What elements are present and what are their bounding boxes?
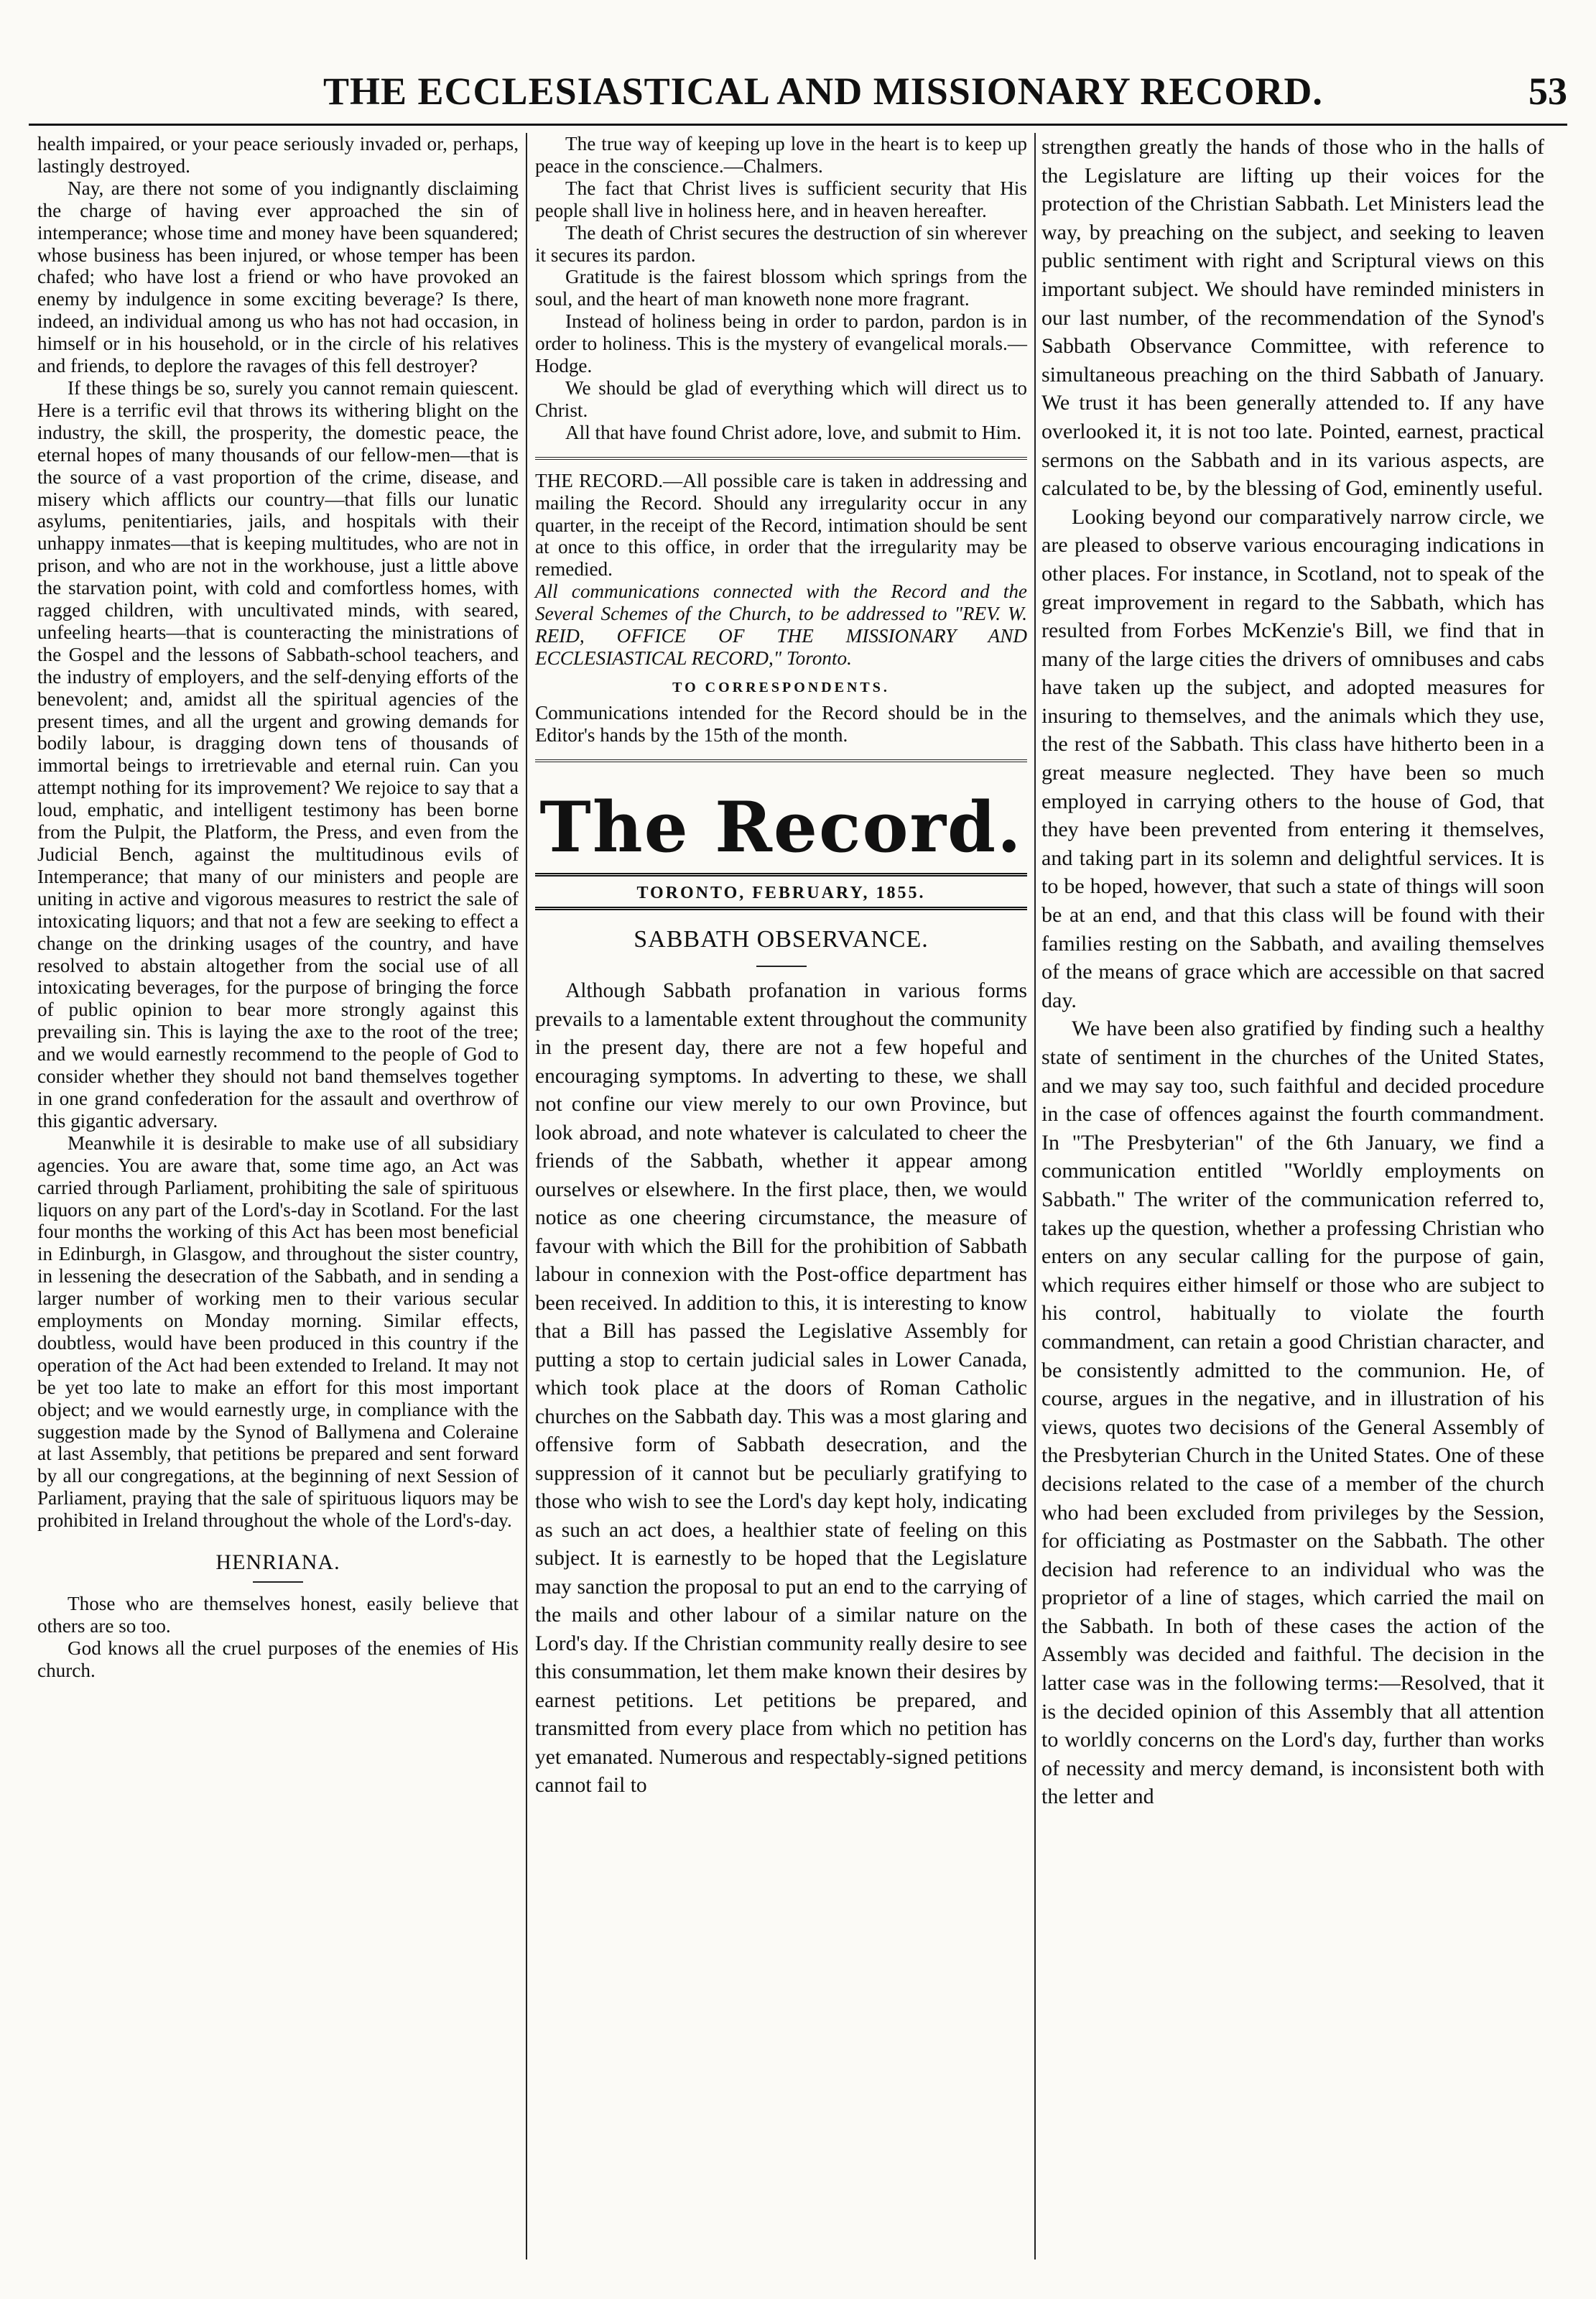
- henriana-item: God knows all the cruel purposes of the enemies of His church.: [37, 1637, 519, 1681]
- masthead-rule: [535, 873, 1027, 876]
- journal-title: THE ECCLESIASTICAL AND MISSIONARY RECORD.: [323, 70, 1323, 113]
- saying: The true way of keeping up love in the heart is to keep up peace in the conscience.—Chalmers.: [535, 133, 1027, 177]
- saying: The death of Christ secures the destruction of sin wherever it secures its pardon.: [535, 221, 1027, 266]
- notice-separator: [535, 457, 1027, 460]
- masthead-separator: [535, 759, 1027, 762]
- column-3: [1041, 133, 1544, 1811]
- col1-paragraph: health impaired, or your peace seriously invaded or, perhaps, lastingly destroyed.: [37, 133, 519, 177]
- henriana-rule: [253, 1581, 303, 1583]
- dateline: TORONTO, FEBRUARY, 1855.: [636, 883, 926, 902]
- saying: Instead of holiness being in order to pardon, pardon is in order to holiness. This is the mystery of evangelical morals.—Hodge.: [535, 310, 1027, 377]
- correspondents-heading: TO CORRESPONDENTS.: [672, 679, 890, 695]
- col1-paragraph: If these things be so, surely you cannot remain quiescent. Here is a terrific evil that throws its withering blight on the industry, the skill, the prosperity, the domestic peace, the eternal hopes of many thousands of our fellow-men—that is the source of a vast proportion of the crime, disease, and misery which afflicts our country—that fills our lunatic asylums, penitentiaries, jails, and hospitals with their unhappy inmates—that is keeping multitudes, who are not in prison, and who are not in the workhouse, just a little above the starvation point, with cold and comfortless homes, with ragged children, with uncultivated minds, with seared, unfeeling hearts—that is counteracting the ministrations of the Gospel and the lessons of Sabbath-school teachers, and the industry of employers, and the self-denying efforts of the benevolent; and, amidst all the spiritual agencies of the present times, and all the urgent and growing demands for bodily labour, is dragging down tens of thousands of immortal beings to irretrievable and eternal ruin. Can you attempt nothing for its improvement? We rejoice to say that a loud, emphatic, and intelligent testimony has been borne from the Pulpit, the Platform, the Press, and even from the Judicial Bench, against the multitudinous evils of Intemperance; that many of our ministers and people are uniting in active and vigorous measures to restrict the sale of intoxicating liquors; and that not a few are seeking to effect a change on the drinking usages of the country, and have resolved to abstain altogether from the social use of all intoxicating beverages, for the purpose of bringing the force of public opinion to bear more strongly against this prevailing sin. This is laying the axe to the root of the tree; and we would earnestly recommend to the people of God to consider whether they should not band themselves together in one grand confederation for the assault and overthrow of this gigantic adversary.: [37, 376, 519, 1132]
- article-body: [535, 977, 1027, 1800]
- saying: Gratitude is the fairest blossom which springs from the soul, and the heart of man knoweth none more fragrant.: [535, 266, 1027, 310]
- col1-paragraph: Nay, are there not some of you indignantly disclaiming the charge of having ever approached the sin of intemperance; whose time and money have been squandered; whose business has been injured, or whose temper has been chafed; who have lost a friend or who have provoked an enemy by indulgence in some exciting beverage? Is there, indeed, an individual among us who has not had occasion, in himself or in his household, or in the circle of his relatives and friends, to deplore the ravages of this fell destroyer?: [37, 177, 519, 377]
- col3-paragraph: strengthen greatly the hands of those who in the halls of the Legislature are lifting up their voices for the protection of the Christian Sabbath. Let Ministers lead the way, by preaching on the subject, and seeking to leaven public sentiment with right and Scriptural views on this important subject. We should have reminded ministers in our last number, of the recommendation of the Synod's Sabbath Observance Committee, with reference to simultaneous preaching on the third Sabbath of January. We trust it has been generally attended to. If any have overlooked it, it is not too late. Pointed, earnest, practical sermons on the Sabbath and in its various aspects, are calculated to be, by the blessing of God, eminently useful.: [1041, 135, 1544, 501]
- address-notice: All communications connected with the Record and the Several Schemes of the Church, to be addressed to "REV. W. REID, OFFICE OF THE MISSIONARY AND ECCLESIASTICAL RECORD," Toronto.: [535, 580, 1027, 669]
- column-1: [37, 133, 519, 1682]
- column-divider-2: [1034, 133, 1036, 2259]
- notice-box: [535, 470, 1027, 746]
- col1-paragraph: Meanwhile it is desirable to make use of all subsidiary agencies. You are aware that, some time ago, an Act was carried through Parliament, prohibiting the sale of spirituous liquors on any part of the Lord's-day in Scotland. For the last four months the working of this Act has been most beneficial in Edinburgh, in Glasgow, and throughout the sister country, in lessening the desecration of the Sabbath, and in sending a larger number of working men to their various secular employments on Monday morning. Similar effects, doubtless, would have been produced in this country if the operation of the Act had been extended to Ireland. It may not be yet too late to make an effort for this most important object; and we would earnestly urge, in compliance with the suggestion made by the Synod of Ballymena and Coleraine at last Assembly, that petitions be prepared and sent forward by all our congregations, at the beginning of next Session of Parliament, praying that the sale of spirituous liquors may be prohibited in Ireland throughout the whole of the Lord's-day.: [37, 1132, 519, 1532]
- record-notice: THE RECORD.—All possible care is taken in addressing and mailing the Record. Should any irregularity occur in any quarter, in the receipt of the Record, intimation should be sent at once to this office, in order that the irregularity may be remedied.: [535, 469, 1027, 580]
- henriana-heading: HENRIANA.: [215, 1550, 340, 1575]
- page-header: [29, 69, 1567, 112]
- saying: The fact that Christ lives is sufficient security that His people shall live in holiness here, and in heaven hereafter.: [535, 177, 1027, 221]
- col3-paragraph: Looking beyond our comparatively narrow circle, we are pleased to observe various encouraging indications in other places. For instance, in Scotland, not to speak of the great improvement in regard to the Sabbath, which has resulted from Forbes McKenzie's Bill, we find that in many of the large cities the drivers of omnibuses and cabs have taken up the subject, and adopted measures for insuring to themselves, and the animals which they use, the rest of the Sabbath. This class have hitherto been in a great measure neglected. They have been so much employed in carrying others to the house of God, that they have been prevented from entering it themselves, and taking part in its solemn and delightful services. It is to be hoped, however, that such a state of things will soon be at an end, and that this class will be found with their families resting on the Sabbath, and availing themselves of the means of grace which are accessible on that sacred day.: [1041, 504, 1544, 1012]
- masthead: The Record.: [539, 786, 1023, 868]
- saying: We should be glad of everything which will direct us to Christ.: [535, 376, 1027, 421]
- column-2: [535, 133, 1027, 1800]
- section-rule: [756, 966, 807, 967]
- dateline-rule: [535, 907, 1027, 910]
- page-number: 53: [1528, 70, 1567, 113]
- henriana-item: Those who are themselves honest, easily believe that others are so too.: [37, 1593, 519, 1637]
- article-paragraph: Although Sabbath profanation in various forms prevails to a lamentable extent throughout the community in the present day, there are not a few hopeful and encouraging symptoms. In adverting to these, we shall not confine our view merely to our own Province, but look abroad, and note whatever is calculated to cheer the friends of the Sabbath, whether it appear among ourselves or elsewhere. In the first place, then, we would notice as one cheering circumstance, the measure of favour with which the Bill for the prohibition of Sabbath labour in connexion with the Post-office department has been received. In addition to this, it is interesting to know that a Bill has passed the Legislative Assembly for putting a stop to certain judicial sales in Lower Canada, which took place at the doors of Roman Catholic churches on the Sabbath day. This was a most glaring and offensive form of Sabbath desecration, and the suppression of it cannot but be peculiarly gratifying to those who wish to see the Lord's day kept holy, indicating as such an act does, a healthier state of feeling on this subject. It is earnestly to be hoped that the Legislature may sanction the proposal to put an end to the carrying of the mails and other labour of a similar nature on the Lord's day. If the Christian community really desire to see this consummation, let them make known their desires by earnest petitions. Let petitions be prepared, and transmitted from every place from which no petition has yet emanated. Numerous and respectably-signed petitions cannot fail to: [535, 979, 1027, 1798]
- column-divider-1: [526, 133, 527, 2259]
- correspondents-text: Communications intended for the Record should be in the Editor's hands by the 15th of the month.: [535, 701, 1027, 746]
- section-heading: SABBATH OBSERVANCE.: [634, 926, 929, 953]
- saying: All that have found Christ adore, love, and submit to Him.: [565, 421, 1022, 443]
- header-rule: [29, 124, 1567, 126]
- col3-paragraph: We have been also gratified by finding such a healthy state of sentiment in the churches of the United States, and we may say too, such faithful and decided procedure in the case of offences against the fourth commandment. In "The Presbyterian" of the 6th January, we find a communication entitled "Worldly employments on Sabbath." The writer of the communication referred to, takes up the question, whether a professing Christian who enters on any secular calling for the purpose of gain, which requires either himself or those who are subject to his control, habitually to violate the fourth commandment, can retain a good Christian character, and be consistently admitted to the communion. He, of course, argues in the negative, and in illustration of his views, quotes two decisions of the General Assembly of the Presbyterian Church in the United States. One of these decisions related to the case of a member of the church who had been excluded from privileges by the Session, for officiating as Postmaster on the Sabbath. The other decision had reference to an individual who was the proprietor of a line of stages, which carried the mail on the Sabbath. In both of these cases the action of the Assembly was decided and faithful. The decision in the latter case was in the following terms:—Resolved, that it is the decided opinion of this Assembly that all attention to worldly concerns on the Lord's day, further than works of necessity and mercy demand, is inconsistent both with the letter and: [1041, 1017, 1544, 1809]
